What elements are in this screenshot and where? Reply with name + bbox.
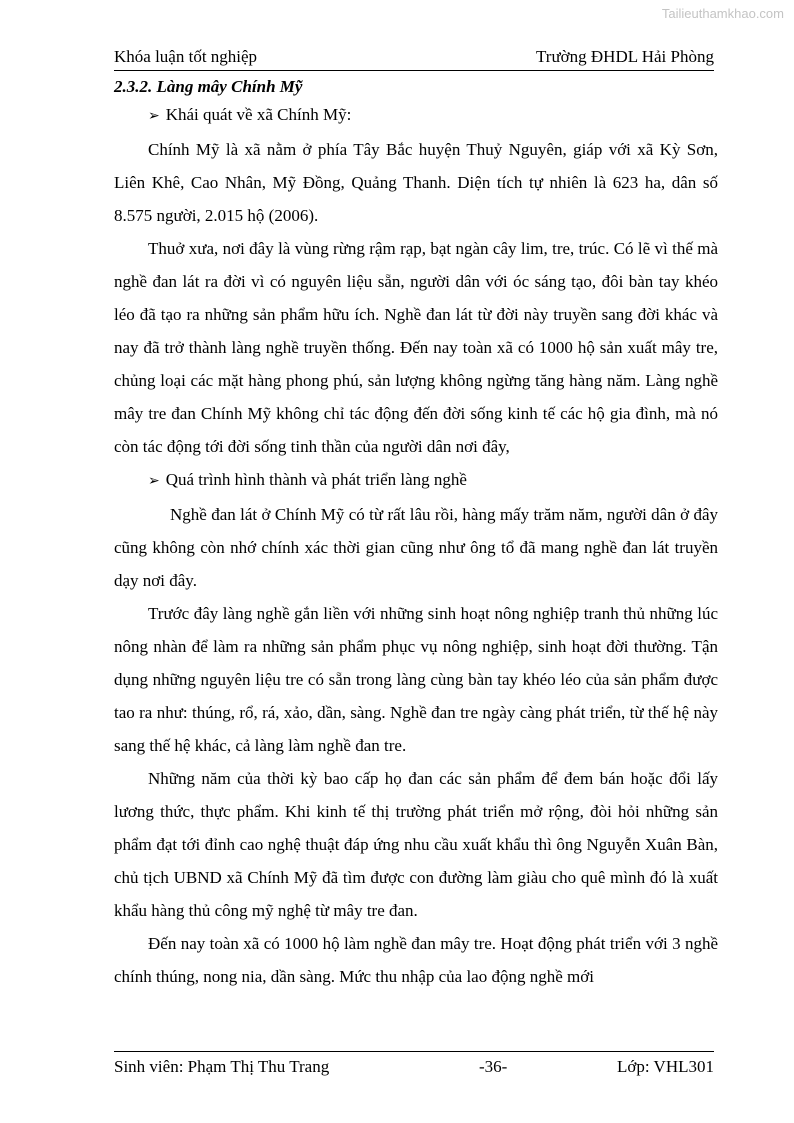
paragraph: Nghề đan lát ở Chính Mỹ có từ rất lâu rồi, hàng mấy trăm năm, người dân ở đây cũng không còn nhớ chính xác thời gian cũng như ông tổ đã mang nghề đan lát truyền dạy nơi đây. [114, 505, 718, 590]
watermark: Tailieuthamkhao.com [661, 6, 784, 21]
footer-student: Sinh viên: Phạm Thị Thu Trang [114, 1057, 330, 1076]
paragraph: Chính Mỹ là xã nằm ở phía Tây Bắc huyện Thuỷ Nguyên, giáp với xã Kỳ Sơn, Liên Khê, Cao Nhân, Mỹ Đồng, Quảng Thanh. Diện tích tự nhiên là 623 ha, dân số 8.575 người, 2.015 hộ (2006). [114, 140, 718, 225]
section-title: 2.3.2. Làng mây Chính Mỹ [114, 77, 303, 96]
paragraph: Đến nay toàn xã có 1000 hộ làm nghề đan mây tre. Hoạt động phát triển với 3 nghề chính thúng, nong nia, dần sàng. Mức thu nhập của lao động nghề mới [114, 934, 718, 986]
header-left: Khóa luận tốt nghiệp [114, 47, 258, 66]
arrow-bullet-icon: ➢ [148, 108, 160, 124]
paragraph: Trước đây làng nghề gắn liền với những sinh hoạt nông nghiệp tranh thủ những lúc nông nhàn để làm ra những sản phẩm phục vụ nông nghiệp, sinh hoạt đời thường. Tận dụng những nguyên liệu tre có sẵn trong làng cùng bàn tay khéo léo của sản phẩm được tao ra như: thúng, rổ, rá, xảo, dần, sàng. Nghề đan tre ngày càng phát triển, từ thế hệ này sang thế hệ khác, cả làng làm nghề đan tre. [114, 604, 718, 755]
header-right: Trường ĐHDL Hải Phòng [536, 47, 714, 66]
bullet-text: Khái quát về xã Chính Mỹ: [165, 105, 352, 124]
page-number: -36- [478, 1057, 508, 1076]
arrow-bullet-icon: ➢ [148, 473, 160, 489]
page-footer [114, 1051, 714, 1078]
paragraph: Thuở xưa, nơi đây là vùng rừng rậm rạp, bạt ngàn cây lim, tre, trúc. Có lẽ vì thế mà nghề đan lát ra đời vì có nguyên liệu sẵn, người dân với óc sáng tạo, đôi bàn tay khéo léo đã tạo ra những sản phẩm hữu ích. Nghề đan lát từ đời này truyền sang đời khác và nay đã trở thành làng nghề truyền thống. Đến nay toàn xã có 1000 hộ sản xuất mây tre, chủng loại các mặt hàng phong phú, sản lượng không ngừng tăng hàng năm. Làng nghề mây tre đan Chính Mỹ không chỉ tác động đến đời sống kinh tế các hộ gia đình, mà nó còn tác động tới đời sống tinh thần của người dân nơi đây, [114, 239, 718, 456]
page-header [114, 46, 714, 71]
bullet-item [114, 463, 718, 498]
footer-class: Lớp: VHL301 [617, 1057, 714, 1076]
page-content [114, 76, 718, 993]
paragraph: Những năm của thời kỳ bao cấp họ đan các sản phẩm để đem bán hoặc đổi lấy lương thức, thực phẩm. Khi kinh tế thị trường phát triển mở rộng, đòi hỏi những sản phẩm đạt tới đỉnh cao nghệ thuật đáp ứng nhu cầu xuất khẩu thì ông Nguyễn Xuân Bàn, chủ tịch UBND xã Chính Mỹ đã tìm được con đường làm giàu cho quê mình đó là xuất khẩu hàng thủ công mỹ nghệ từ mây tre đan. [114, 769, 718, 920]
bullet-item [114, 98, 718, 133]
bullet-text: Quá trình hình thành và phát triển làng nghề [165, 470, 467, 489]
